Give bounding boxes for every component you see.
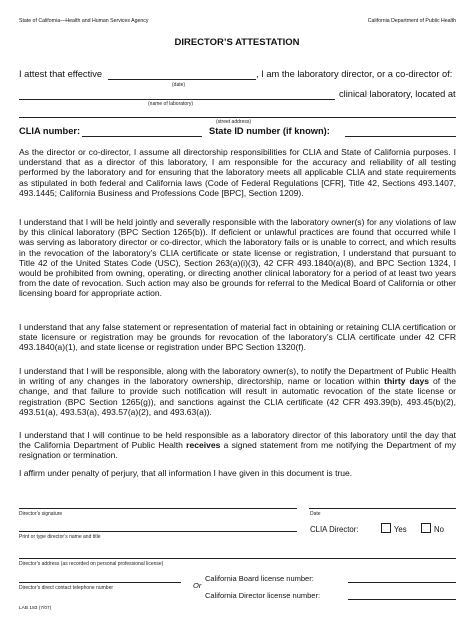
laboratory-name-field[interactable]	[19, 99, 335, 100]
director-phone-label: Director’s direct contact telephone number	[19, 585, 114, 591]
or-label: Or	[193, 581, 202, 590]
street-address-field[interactable]	[19, 117, 456, 118]
clia-number-label: CLIA number:	[19, 126, 81, 136]
lab-name-label: (name of laboratory)	[148, 101, 194, 107]
form-number: LAB 183 (7/07)	[19, 606, 52, 611]
attest-suffix: , I am the laboratory director, or a co-director of:	[256, 69, 453, 79]
attest-prefix: I attest that effective	[19, 69, 103, 79]
paragraph-notify-changes: I understand that I will be responsible, along with the laboratory owner(s), to notify the Department of Public Health in writing of any changes in the laboratory ownership, directorship, name or location within thirty days of the change, and that failure to provide such notification will result in automatic revocation of the state license or registration (BPC Section 1265(g)), and sanctions against the CLIA certificate (42 CFR 493.39(b), 493.45(b)(2), 493.51(a), 493.53(a), 493.57(a)(2), and 493.63(a)).	[19, 366, 456, 417]
clia-director-no-checkbox[interactable]	[421, 523, 431, 533]
clia-director-question	[310, 523, 444, 534]
paragraph-joint-responsibility: I understand that I will be held jointly and severally responsible with the laboratory owner(s) for any violations of law by this clinical laboratory (BPC Section 1265(b)). If deficient or unlawful practices are found that occurred while I was serving as laboratory director or co-director, which the laboratory fails or is unable to correct, and which results in the revocation of the laboratory’s CLIA certificate or state license or registration, I understand that pursuant to Title 42 of the United States Code (USC), Section 263(a)(i)(3), 42 CFR 493.1840(a)(8), and BPC Section 1324, I would be prohibited from owning, operating, or directing another clinical laboratory for a period of at least two years from the date of revocation. Such action may also be grounds for referral to the Medical Board of California or other licensing board for appropriate action.	[19, 217, 456, 299]
clia-number-field[interactable]	[82, 136, 202, 137]
paragraph-continued-responsibility: I understand that I will continue to be held responsible as a laboratory director of this laboratory until the day that the California Department of Public Health receives a signed statement from me notifying the Department of my resignation or termination.	[19, 430, 457, 461]
clia-director-yes-checkbox[interactable]	[381, 523, 391, 533]
clia-director-no-label: No	[433, 525, 444, 534]
director-signature-field[interactable]	[19, 508, 297, 509]
board-license-label: California Board license number:	[205, 574, 314, 583]
state-id-label: State ID number (if known):	[209, 126, 330, 136]
signature-date-label: Date	[310, 511, 321, 517]
paragraph-false-statement: I understand that any false statement or representation of material fact in obtaining or retaining CLIA certification or state licensure or registration may be grounds for revocation of the laboratory’s CLIA certificate under 42 CFR 493.1840(a)(1), and state license or registration under BPC Section 1320(f).	[19, 322, 456, 353]
header-department: California Department of Public Health	[367, 18, 456, 24]
lab-suffix: clinical laboratory, located at	[339, 89, 456, 99]
clia-director-yes-label: Yes	[393, 525, 407, 534]
clia-director-label: CLIA Director:	[310, 525, 359, 534]
date-field-label: (date)	[172, 82, 186, 88]
director-signature-label: Director’s signature	[19, 511, 63, 517]
paragraph-responsibilities: As the director or co-director, I assume all directorship responsibilities for CLIA and State of California purposes. I understand that as a director of this laboratory, I am responsible for the accuracy and reliability of all testing performed by the laboratory and for ensuring that the laboratory meets all applicable CLIA and state requirements as stipulated in both federal and California laws (Code of Federal Regulations [CFR], Title 42, Sections 493.1407, 493.1445; California Business and Professions Code [BPC], Section 1209).	[19, 147, 456, 198]
signature-date-field[interactable]	[309, 508, 456, 509]
board-license-field[interactable]	[348, 582, 456, 583]
director-phone-field[interactable]	[19, 582, 181, 583]
header-agency: State of California—Health and Human Services Agency	[19, 18, 149, 24]
director-name-title-field[interactable]	[19, 531, 297, 532]
page-title: DIRECTOR’S ATTESTATION	[174, 37, 300, 48]
director-address-label: Director’s address (as recorded on personal professional license)	[19, 561, 164, 567]
director-name-title-label: Print or type director’s name and title	[19, 534, 101, 540]
director-address-field[interactable]	[19, 558, 456, 559]
director-license-field[interactable]	[348, 599, 456, 600]
paragraph-affirmation: I affirm under penalty of perjury, that all information I have given in this document is true.	[19, 468, 353, 478]
director-license-label: California Director license number:	[205, 591, 321, 600]
street-address-label: (street address)	[216, 119, 252, 125]
effective-date-field[interactable]	[108, 79, 256, 80]
state-id-field[interactable]	[345, 136, 456, 137]
